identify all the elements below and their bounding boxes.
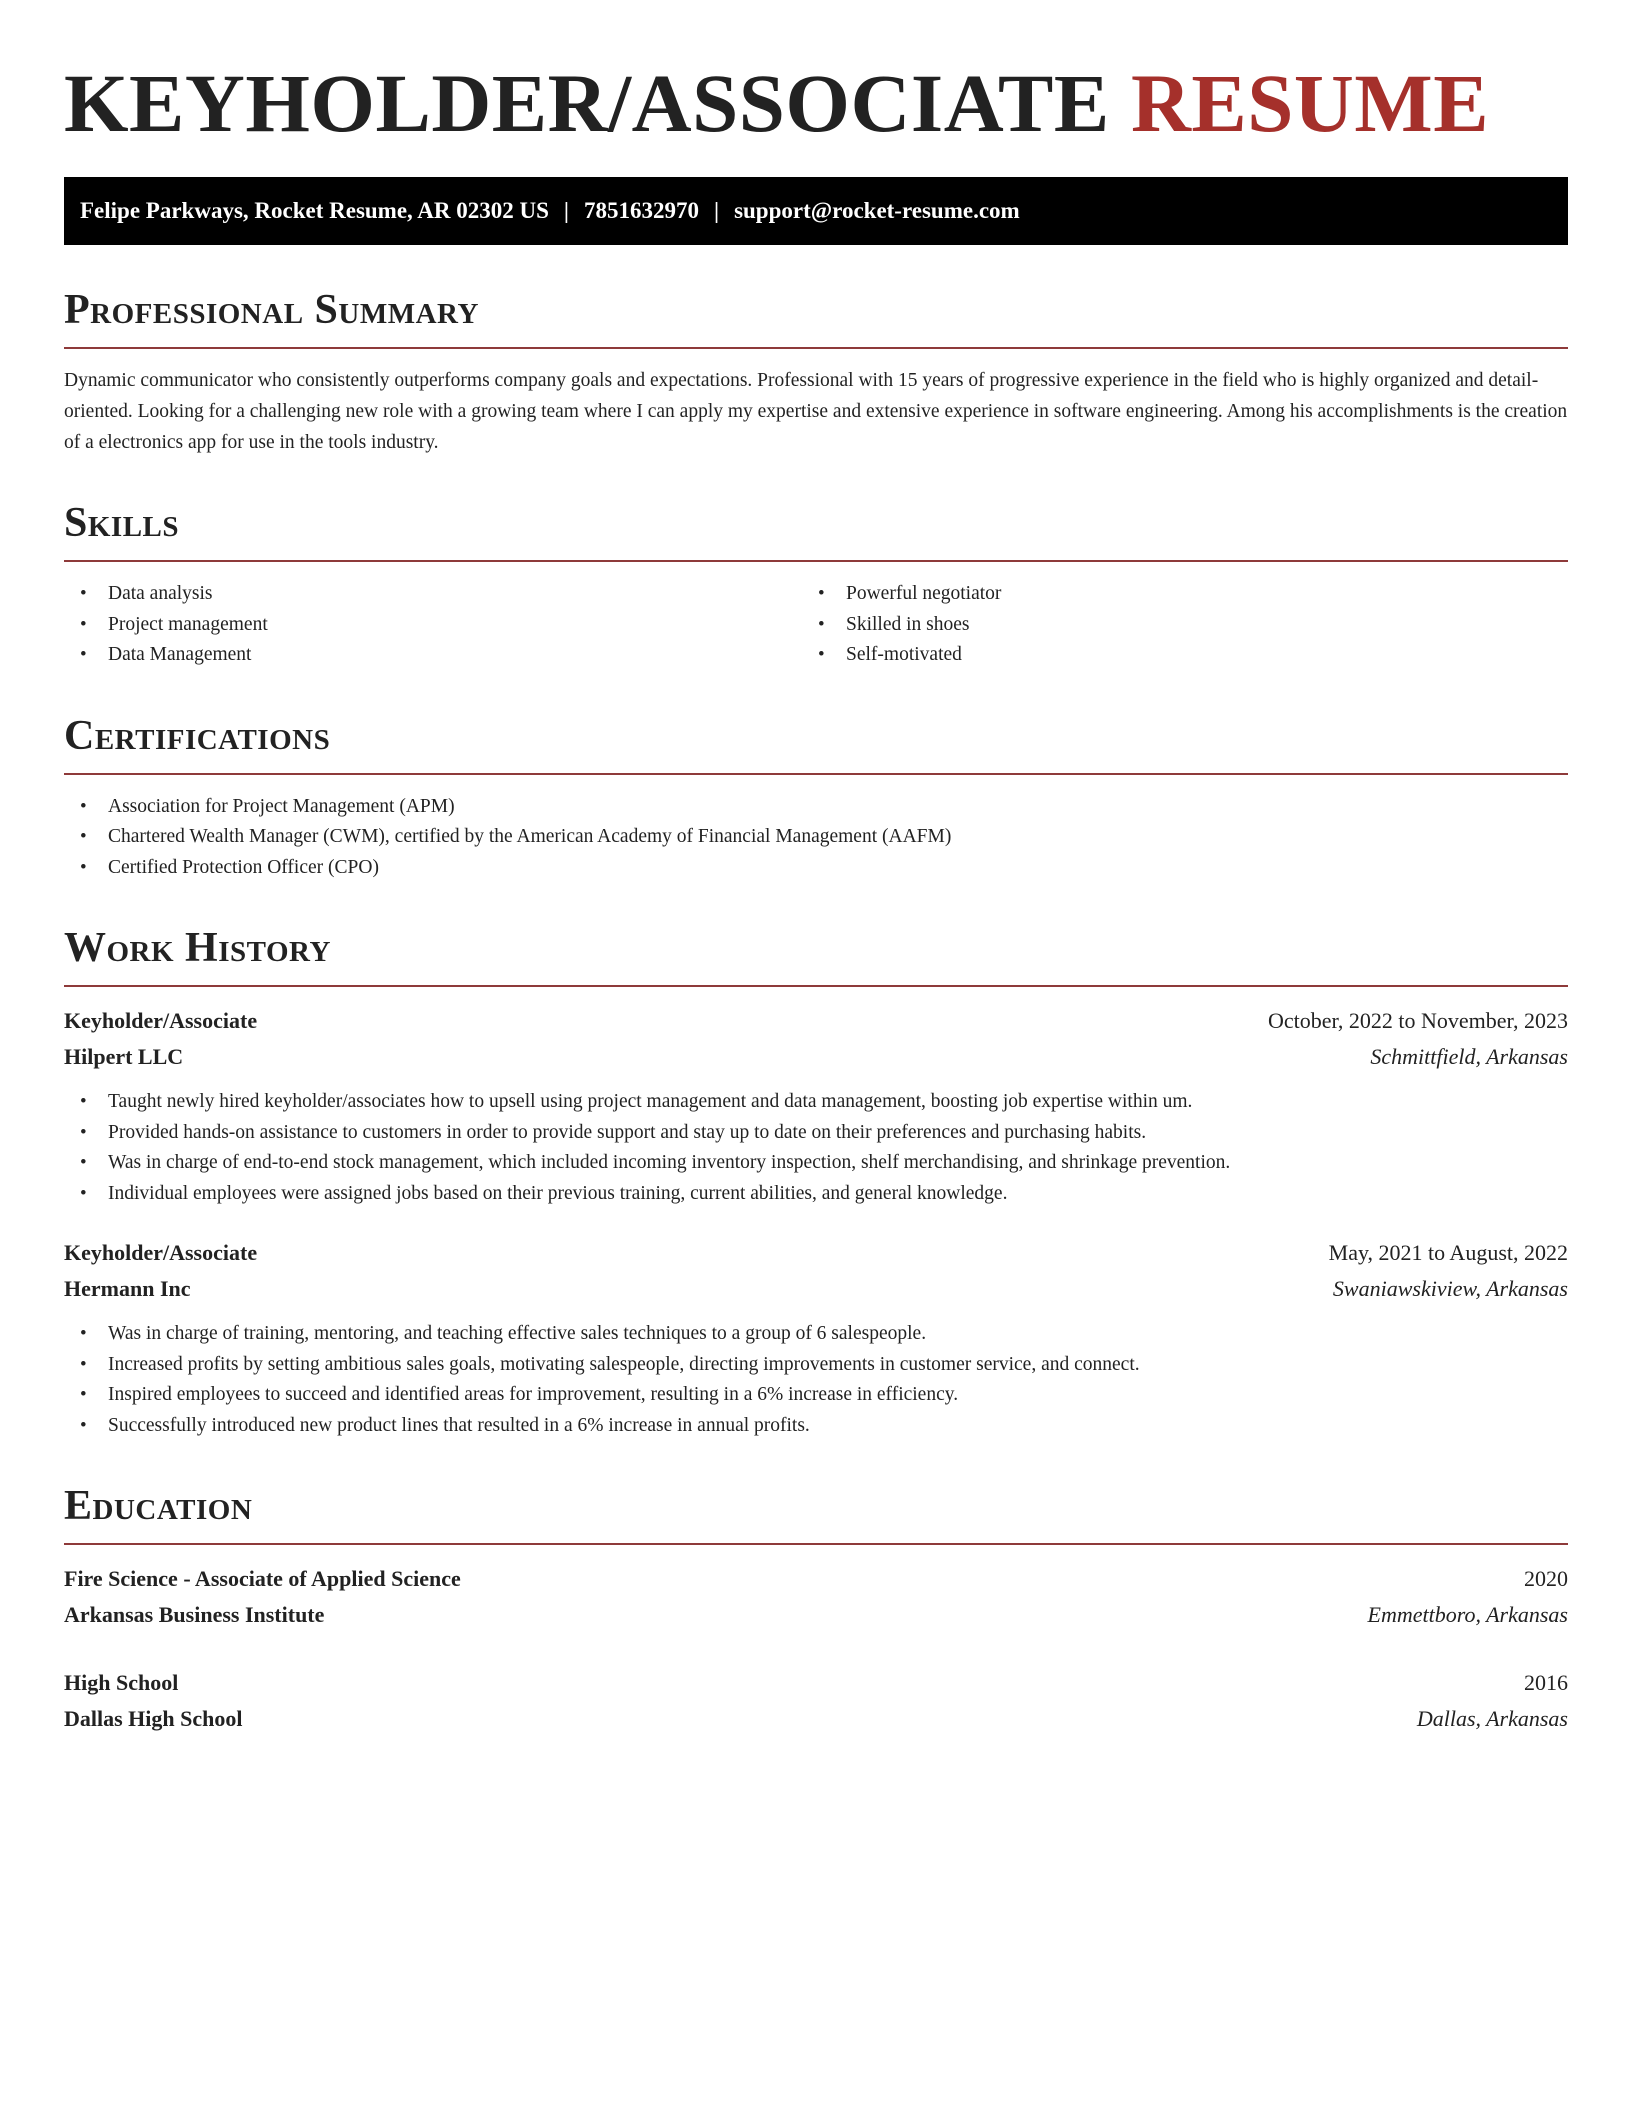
job-bullet: • Was in charge of training, mentoring, and teaching effective sales techniques to a group of 6 salespeople. (64, 1319, 1568, 1350)
contact-phone: 7851632970 (583, 198, 699, 223)
summary-text: Dynamic communicator who consistently outperforms company goals and expectations. Professional with 15 years of progressive experience in the field who is highly organized and detail-oriented. Looking for a challenging new role with a growing team where I can apply my expertise and extensive experience in software engineering. Among his accomplishments is the creation of a electronics app for use in the tools industry. (64, 370, 1568, 453)
certification-item: • Association for Project Management (APM) (64, 792, 1568, 823)
job-bullet: • Successfully introduced new product lines that resulted in a 6% increase in annual profits. (64, 1411, 1568, 1442)
certification-item: • Certified Protection Officer (CPO) (64, 853, 1568, 884)
job-entry (64, 1003, 1568, 1209)
job-dates: May, 2021 to August, 2022 (1328, 1240, 1568, 1265)
education-degree-row (64, 1665, 1568, 1701)
contact-bar (64, 177, 1568, 245)
education-entry (64, 1665, 1568, 1737)
job-company: Hermann Inc (64, 1276, 191, 1301)
skills-grid (64, 579, 1568, 671)
certification-item: • Chartered Wealth Manager (CWM), certified by the American Academy of Financial Management (AAFM) (64, 822, 1568, 853)
job-dates: October, 2022 to November, 2023 (1267, 1008, 1568, 1033)
skills-list-right (802, 579, 1540, 671)
skill-item: • Skilled in shoes (802, 610, 1540, 641)
contact-separator: | (563, 198, 569, 223)
job-title: Keyholder/Associate (64, 1240, 258, 1265)
education-school: Dallas High School (64, 1706, 243, 1731)
job-bullets (64, 1087, 1568, 1209)
certifications-section (64, 712, 1568, 884)
contact-separator: | (713, 198, 720, 223)
job-title: Keyholder/Associate (64, 1008, 258, 1033)
education-degree-row (64, 1561, 1568, 1597)
job-bullet: • Provided hands-on assistance to customers in order to provide support and stay up to date on their preferences and purchasing habits. (64, 1118, 1568, 1149)
job-company-row (64, 1271, 1568, 1307)
job-bullet: • Taught newly hired keyholder/associates how to upsell using project management and data management, boosting job expertise within um. (64, 1087, 1568, 1118)
education-school: Arkansas Business Institute (64, 1602, 325, 1627)
job-company-row (64, 1039, 1568, 1075)
education-heading: Education (64, 1485, 1568, 1545)
education-year: 2016 (1524, 1670, 1568, 1695)
certifications-list (64, 792, 1568, 884)
work-history-section (64, 927, 1568, 1441)
contact-address: Felipe Parkways, Rocket Resume, AR 02302 US (80, 198, 549, 223)
job-bullet: • Was in charge of end-to-end stock management, which included incoming inventory inspection, shelf merchandising, and shrinkage prevention. (64, 1148, 1568, 1179)
summary-section (64, 289, 1568, 458)
skills-list-left (64, 579, 802, 671)
education-school-row (64, 1701, 1568, 1737)
work-history-heading: Work History (64, 927, 1568, 987)
resume-title (64, 57, 1568, 149)
job-company: Hilpert LLC (64, 1044, 184, 1069)
job-bullet: • Individual employees were assigned jobs based on their previous training, current abilities, and general knowledge. (64, 1179, 1568, 1210)
job-bullet: • Increased profits by setting ambitious sales goals, motivating salespeople, directing improvements in customer service, and connect. (64, 1350, 1568, 1381)
job-location: Schmittfield, Arkansas (1370, 1044, 1568, 1069)
contact-email: support@rocket-resume.com (734, 198, 1020, 223)
job-location: Swaniawskiview, Arkansas (1332, 1276, 1568, 1301)
skill-item: • Self-motivated (802, 640, 1540, 671)
certifications-heading: Certifications (64, 715, 1568, 775)
education-section (64, 1485, 1568, 1737)
education-location: Dallas, Arkansas (1416, 1706, 1568, 1731)
skill-item: • Powerful negotiator (802, 579, 1540, 610)
job-bullets (64, 1319, 1568, 1441)
skills-heading: Skills (64, 502, 1568, 562)
education-school-row (64, 1597, 1568, 1633)
job-header-row (64, 1235, 1568, 1271)
education-degree: Fire Science - Associate of Applied Science (64, 1566, 461, 1591)
education-year: 2020 (1524, 1566, 1568, 1591)
summary-heading: Professional Summary (64, 289, 1568, 349)
skill-item: • Data analysis (64, 579, 802, 610)
job-header-row (64, 1003, 1568, 1039)
skills-section (64, 502, 1568, 671)
title-main: KEYHOLDER/ASSOCIATE (64, 57, 1110, 149)
skill-item: • Project management (64, 610, 802, 641)
education-entry (64, 1561, 1568, 1633)
education-location: Emmettboro, Arkansas (1367, 1602, 1568, 1627)
title-accent: RESUME (1130, 57, 1490, 149)
skill-item: • Data Management (64, 640, 802, 671)
education-degree: High School (64, 1670, 179, 1695)
job-entry (64, 1235, 1568, 1441)
job-bullet: • Inspired employees to succeed and identified areas for improvement, resulting in a 6% increase in efficiency. (64, 1380, 1568, 1411)
